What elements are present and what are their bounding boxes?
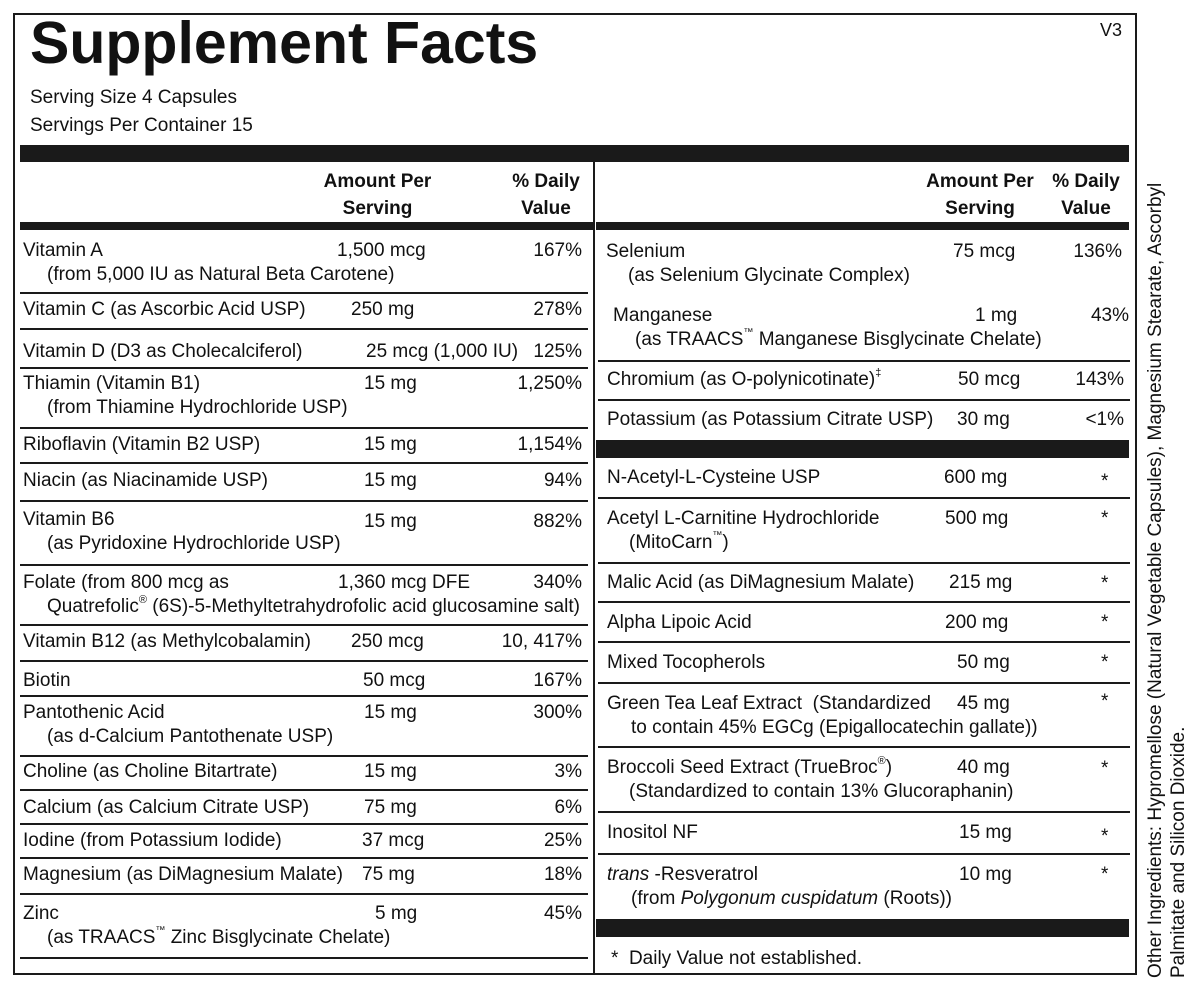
row-divider <box>20 660 588 662</box>
nutrient-sub: Quatrefolic® (6S)-5-Methyltetrahydrofolic acid glucosamine salt) <box>47 594 580 617</box>
nutrient-name: Niacin (as Niacinamide USP) <box>23 470 268 491</box>
nutrient-name: Acetyl L-Carnitine Hydrochloride <box>607 508 880 529</box>
nutrient-amount: 600 mg <box>944 467 1008 488</box>
nutrient-sub: (as d-Calcium Pantothenate USP) <box>47 726 334 747</box>
nutrient-name: Manganese <box>613 305 713 326</box>
nutrient-sub: (Standardized to contain 13% Glucoraphanin) <box>629 781 1014 802</box>
nutrient-amount: 15 mg <box>364 511 417 532</box>
nutrient-row <box>23 571 580 619</box>
nutrient-name: Iodine (from Potassium Iodide) <box>23 830 282 851</box>
nutrient-amount: 1,500 mcg <box>337 240 426 261</box>
nutrient-row <box>23 796 309 820</box>
column-divider <box>593 162 595 974</box>
nutrient-amount: 50 mcg <box>363 670 426 691</box>
nutrient-dv: 1,250% <box>517 373 582 394</box>
nutrient-name: Vitamin B6 <box>23 509 115 530</box>
nutrient-dv: 125% <box>533 341 582 362</box>
nutrient-amount: 15 mg <box>364 761 417 782</box>
nutrient-dv: 278% <box>533 299 582 320</box>
nutrient-amount: 37 mcg <box>362 830 425 851</box>
nutrient-amount: 200 mg <box>945 612 1009 633</box>
row-divider <box>20 857 588 859</box>
nutrient-amount: 40 mg <box>957 757 1010 778</box>
row-divider <box>598 497 1130 499</box>
nutrient-row <box>23 298 306 322</box>
nutrient-dv: 340% <box>533 572 582 593</box>
servings-per-container: Servings Per Container 15 <box>30 115 253 136</box>
nutrient-name: Folate (from 800 mcg as <box>23 572 229 593</box>
section-thick-bar <box>596 440 1129 458</box>
top-thick-bar <box>20 145 1129 162</box>
row-divider <box>598 399 1130 401</box>
right-header-bar <box>596 222 1129 230</box>
other-ingredients: Other Ingredients: Hypromellose (Natural Vegetable Capsules), Magnesium Stearate, Ascorbyl Palmitate and Silicon Dioxide. <box>1145 182 1189 978</box>
page-title: Supplement Facts <box>30 10 539 76</box>
nutrient-row <box>607 821 698 845</box>
nutrient-row <box>23 902 390 950</box>
nutrient-name: N-Acetyl-L-Cysteine USP <box>607 467 821 488</box>
nutrient-dv: * <box>1101 573 1109 594</box>
row-divider <box>598 853 1130 855</box>
nutrient-amount: 15 mg <box>364 470 417 491</box>
nutrient-dv: * <box>1101 508 1109 529</box>
nutrient-name: Vitamin C (as Ascorbic Acid USP) <box>23 299 306 320</box>
row-divider <box>598 746 1130 748</box>
nutrient-row <box>607 756 1013 804</box>
nutrient-name: Magnesium (as DiMagnesium Malate) <box>23 864 343 885</box>
row-divider <box>598 601 1130 603</box>
nutrient-name: Chromium (as O-polynicotinate) <box>607 369 876 390</box>
row-divider <box>598 682 1130 684</box>
row-divider <box>20 823 588 825</box>
nutrient-name: Choline (as Choline Bitartrate) <box>23 761 278 782</box>
row-divider <box>20 500 588 502</box>
nutrient-amount: 45 mg <box>957 693 1010 714</box>
nutrient-name: Inositol NF <box>607 822 698 843</box>
nutrient-name: Vitamin A <box>23 240 103 261</box>
nutrient-sub: (MitoCarn™) <box>629 530 729 553</box>
nutrient-row <box>23 829 282 853</box>
nutrient-row: Chromium (as O-polynicotinate)‡ <box>607 367 882 390</box>
nutrient-amount: 5 mg <box>375 903 418 924</box>
nutrient-dv: 43% <box>1090 305 1129 326</box>
nutrient-amount: 75 mg <box>364 797 417 818</box>
nutrient-dv: 882% <box>533 511 582 532</box>
nutrient-row <box>23 669 71 693</box>
nutrient-amount: 75 mg <box>362 864 415 885</box>
nutrient-name: Zinc <box>23 903 59 924</box>
row-divider <box>20 292 588 294</box>
row-divider <box>598 641 1130 643</box>
nutrient-row <box>23 630 311 654</box>
nutrient-amount: 25 mcg (1,000 IU) <box>366 341 519 362</box>
row-divider <box>20 755 588 757</box>
nutrient-row <box>23 469 268 493</box>
nutrient-row <box>23 760 278 784</box>
nutrient-amount: 15 mg <box>364 373 417 394</box>
nutrient-dv: 167% <box>533 670 582 691</box>
row-divider <box>598 811 1130 813</box>
nutrient-amount: 250 mg <box>351 299 415 320</box>
nutrient-amount: 15 mg <box>959 822 1012 843</box>
row-divider <box>20 695 588 697</box>
nutrient-dv: 45% <box>543 903 582 924</box>
nutrient-dv: 25% <box>543 830 582 851</box>
nutrient-row <box>607 466 820 490</box>
row-divider <box>20 789 588 791</box>
nutrient-amount: 30 mg <box>957 409 1010 430</box>
nutrient-sub: to contain 45% EGCg (Epigallocatechin gallate)) <box>631 717 1038 738</box>
nutrient-dv: * <box>1101 826 1109 847</box>
nutrient-amount: 500 mg <box>945 508 1009 529</box>
nutrient-name: Potassium (as Potassium Citrate USP) <box>607 409 934 430</box>
row-divider <box>20 367 588 369</box>
nutrient-sub: (as Pyridoxine Hydrochloride USP) <box>47 533 341 554</box>
row-divider <box>598 360 1130 362</box>
nutrient-name: Biotin <box>23 670 71 691</box>
left-dv-header: % Daily Value <box>512 171 580 219</box>
nutrient-row <box>607 611 752 635</box>
nutrient-sub: (from 5,000 IU as Natural Beta Carotene) <box>47 264 395 285</box>
row-divider <box>20 624 588 626</box>
nutrient-row <box>607 863 952 911</box>
nutrient-name: Vitamin B12 (as Methylcobalamin) <box>23 631 311 652</box>
nutrient-amount: 1 mg <box>975 305 1018 326</box>
nutrient-dv: 136% <box>1073 241 1122 262</box>
nutrient-dv: * <box>1101 864 1109 885</box>
right-amount-header: Amount Per Serving <box>926 171 1034 219</box>
row-divider <box>20 957 588 959</box>
nutrient-name: Calcium (as Calcium Citrate USP) <box>23 797 310 818</box>
nutrient-row <box>23 863 343 887</box>
nutrient-dv: * <box>1101 612 1109 633</box>
nutrient-row <box>606 240 910 288</box>
nutrient-sub: (from Thiamine Hydrochloride USP) <box>47 397 348 418</box>
nutrient-amount: 15 mg <box>364 434 417 455</box>
row-divider <box>598 562 1130 564</box>
nutrient-row <box>607 507 879 555</box>
nutrient-name: Green Tea Leaf Extract (Standardized <box>607 693 931 714</box>
nutrient-amount: 50 mg <box>957 652 1010 673</box>
nutrient-sub: (as TRAACS™ Zinc Bisglycinate Chelate) <box>47 925 391 948</box>
nutrient-dv: 3% <box>554 761 582 782</box>
nutrient-dv: * <box>1101 652 1109 673</box>
footnote: * Daily Value not established. <box>611 948 863 969</box>
nutrient-row <box>23 340 302 364</box>
left-header-bar <box>20 222 593 230</box>
row-divider <box>20 893 588 895</box>
row-divider <box>20 427 588 429</box>
version-label: V3 <box>1100 20 1123 40</box>
nutrient-amount: 250 mcg <box>351 631 424 652</box>
nutrient-name: Thiamin (Vitamin B1) <box>23 373 201 394</box>
nutrient-dv: 167% <box>533 240 582 261</box>
nutrient-dv: * <box>1101 471 1109 492</box>
nutrient-dv: 6% <box>554 797 582 818</box>
nutrient-name: Pantothenic Acid <box>23 702 165 723</box>
bottom-thick-bar <box>596 919 1129 937</box>
right-dv-header: % Daily Value <box>1052 171 1120 219</box>
nutrient-row <box>607 651 765 675</box>
nutrient-name: Malic Acid (as DiMagnesium Malate) <box>607 572 915 593</box>
row-divider <box>20 462 588 464</box>
nutrient-amount: 75 mcg <box>953 241 1016 262</box>
nutrient-sub: (as TRAACS™ Manganese Bisglycinate Chelate) <box>635 327 1042 350</box>
serving-size: Serving Size 4 Capsules <box>30 87 237 108</box>
nutrient-row <box>23 701 333 749</box>
nutrient-dv: 94% <box>543 470 582 491</box>
nutrient-dv: 1,154% <box>517 434 582 455</box>
row-divider <box>20 328 588 330</box>
nutrient-dv: * <box>1101 691 1109 712</box>
nutrient-name: trans -Resveratrol <box>607 864 758 885</box>
nutrient-dv: 18% <box>543 864 582 885</box>
nutrient-row <box>23 433 260 457</box>
nutrient-row <box>23 508 341 556</box>
nutrient-dv: <1% <box>1085 409 1124 430</box>
nutrient-name: Selenium <box>606 241 686 262</box>
nutrient-amount: 215 mg <box>949 572 1013 593</box>
nutrient-sub: (as Selenium Glycinate Complex) <box>628 265 910 286</box>
row-divider <box>20 564 588 566</box>
nutrient-dv: * <box>1101 758 1109 779</box>
nutrient-amount: 50 mcg <box>958 369 1021 390</box>
nutrient-amount: 1,360 mcg DFE <box>338 572 470 593</box>
nutrient-name: Alpha Lipoic Acid <box>607 612 752 633</box>
nutrient-name: Vitamin D (D3 as Cholecalciferol) <box>23 341 303 362</box>
nutrient-amount: 10 mg <box>959 864 1012 885</box>
nutrient-name: Mixed Tocopherols <box>607 652 766 673</box>
nutrient-name: Broccoli Seed Extract (TrueBroc®) <box>607 755 893 778</box>
nutrient-dv: 143% <box>1075 369 1124 390</box>
nutrient-sub: (from Polygonum cuspidatum (Roots)) <box>631 888 953 909</box>
nutrient-row <box>607 408 933 432</box>
left-amount-header: Amount Per Serving <box>323 171 432 219</box>
nutrient-row <box>607 571 914 595</box>
nutrient-name: Riboflavin (Vitamin B2 USP) <box>23 434 261 455</box>
nutrient-row <box>23 372 348 420</box>
nutrient-dv: 10, 417% <box>501 631 582 652</box>
nutrient-dv: 300% <box>533 702 582 723</box>
nutrient-amount: 15 mg <box>364 702 417 723</box>
